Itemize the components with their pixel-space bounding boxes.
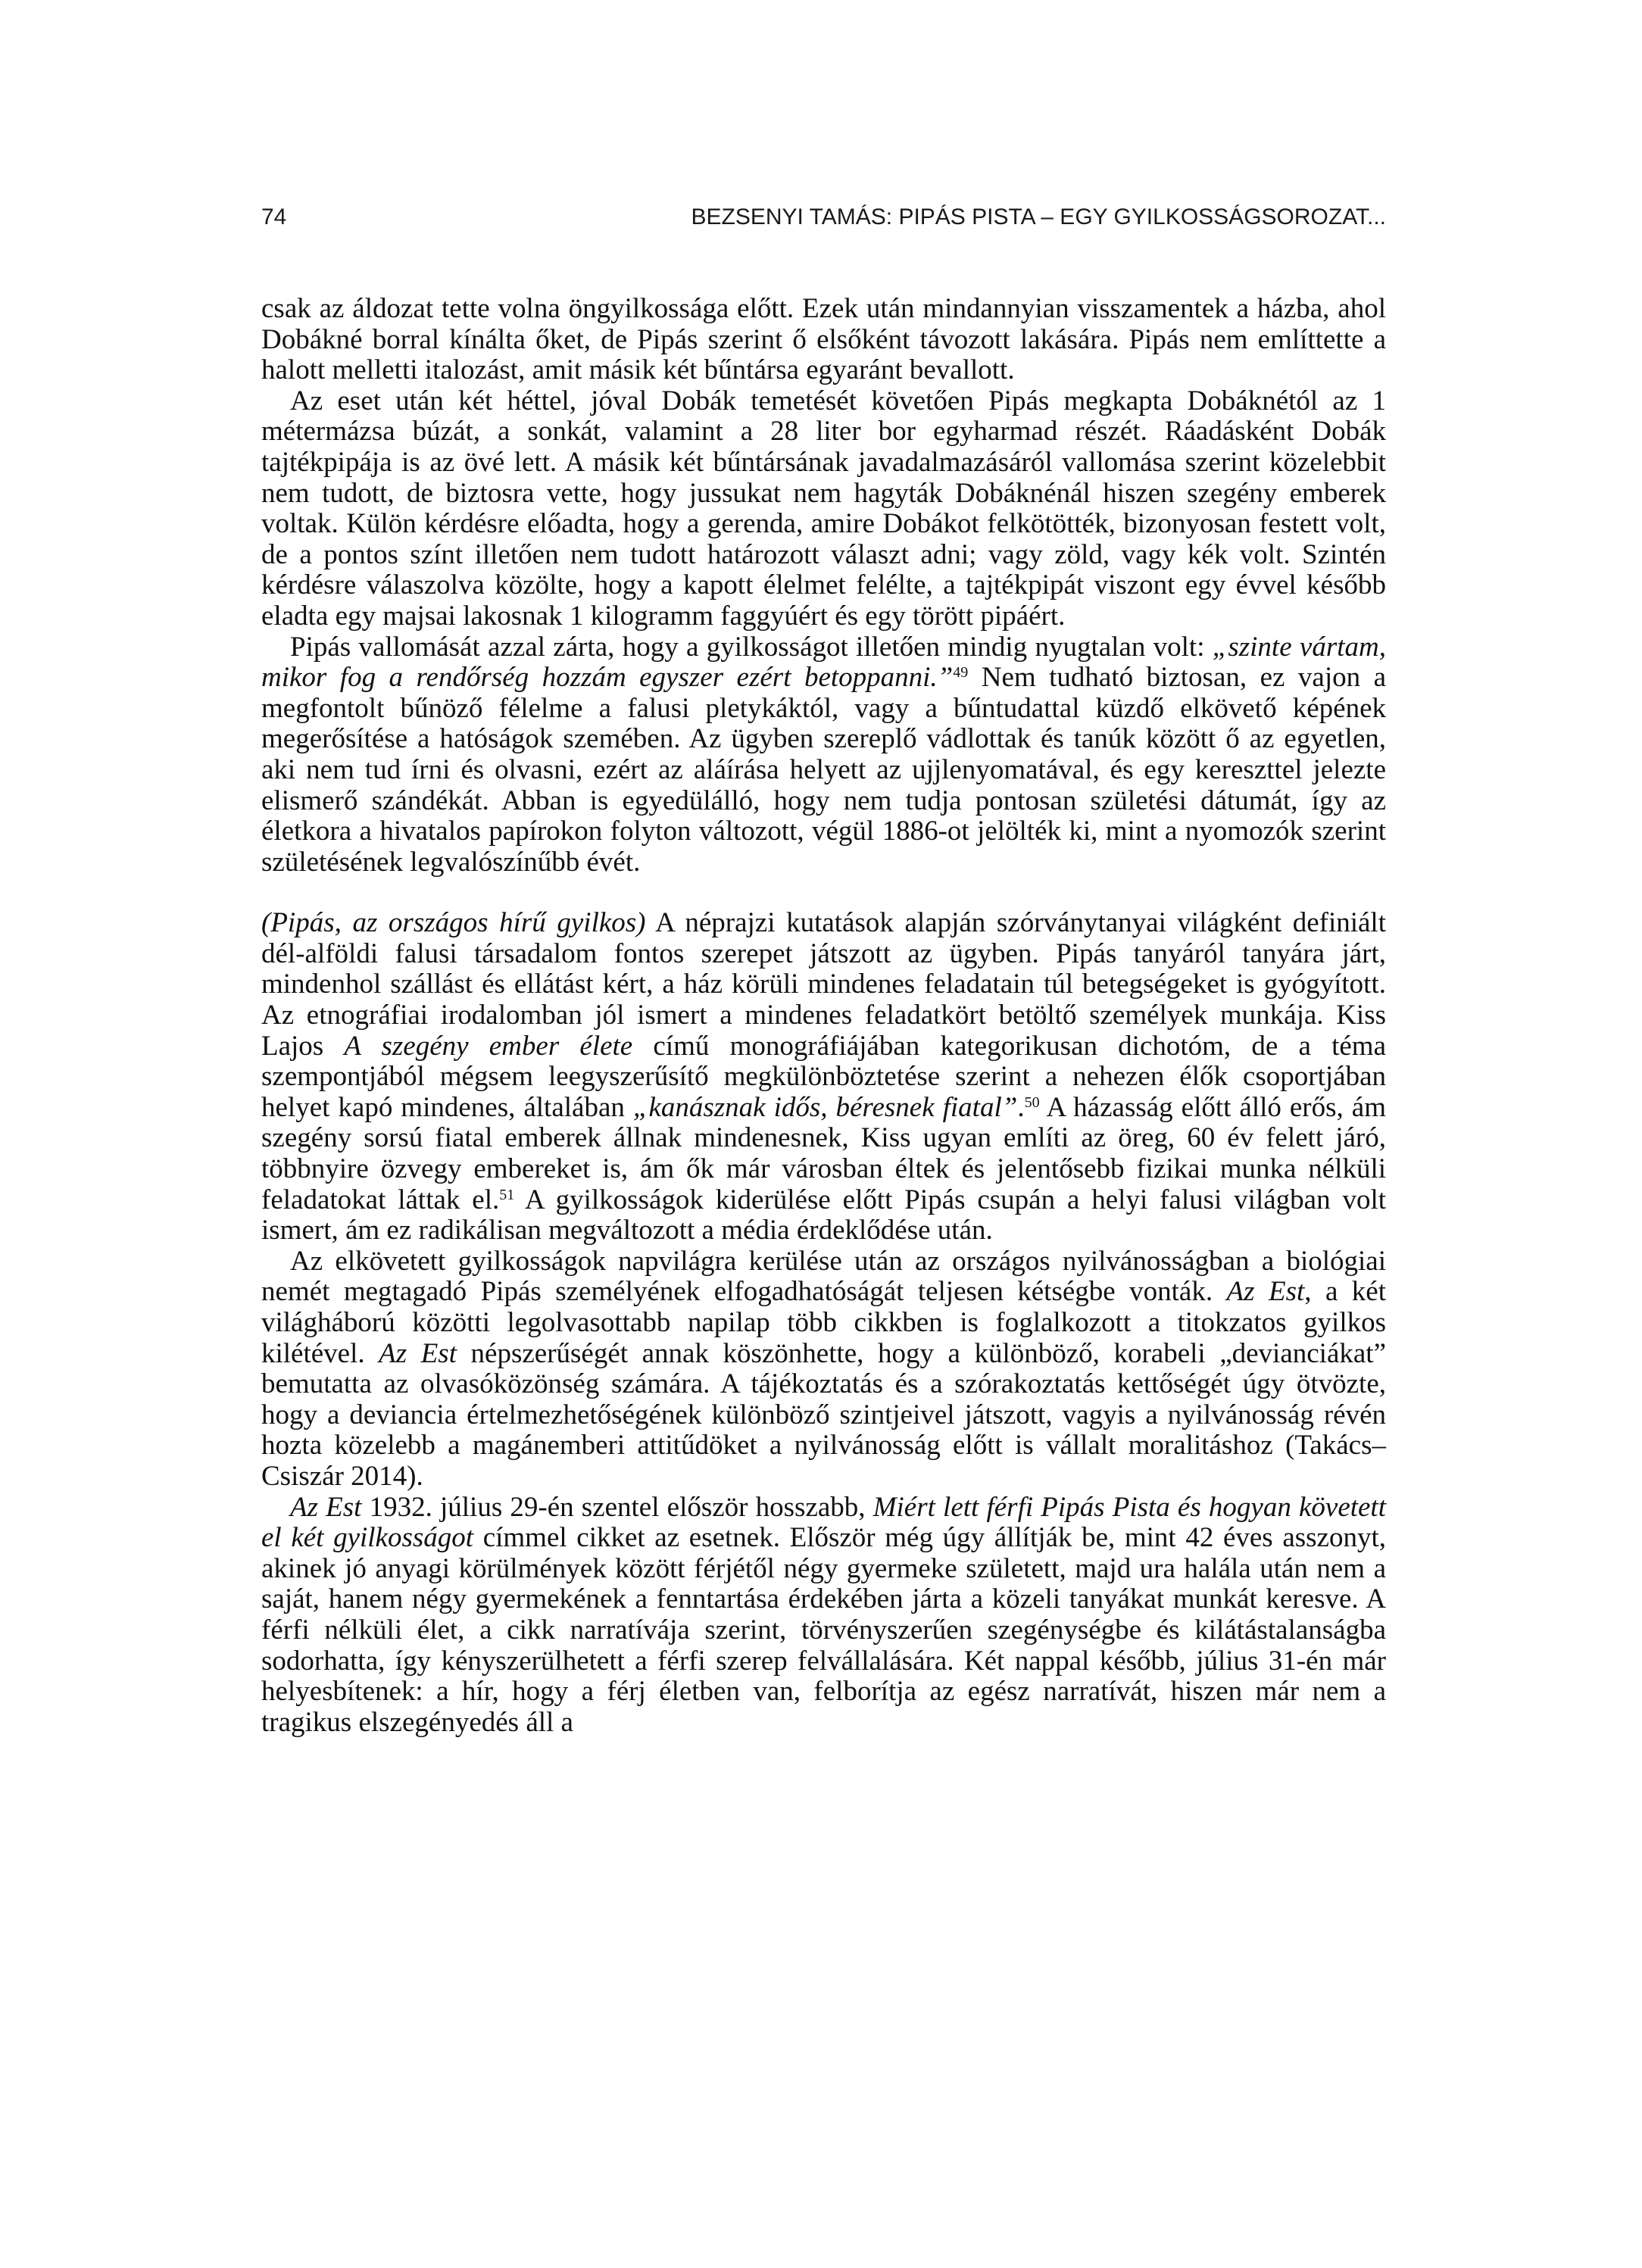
section-heading: (Pipás, az országos hírű gyilkos) bbox=[261, 907, 646, 939]
footnote-ref-50: 50 bbox=[1024, 1093, 1040, 1111]
paragraph-4-text-b: című monográfiájában kategorikusan dichotóm, de a téma szempontjából mégsem leegyszerűsítő megkülönböztetése szerint a nehezen élők csoportjában helyet kapó mindenes, általában bbox=[261, 1030, 1386, 1123]
paragraph-4-text-a: A néprajzi kutatások alapján szórványtanyai világként definiált dél-alföldi falusi társadalom fontos szerepet játszott az ügyben. Pipás tanyáról tanyára járt, mindenhol szállást és ellátást kért, a ház körüli mindenes feladatain túl betegségeket is gyógyított. Az etnográfiai irodalomban jól ismert a mindenes feladatkört betöltő személyek munkája. Kiss Lajos bbox=[261, 907, 1386, 1062]
paragraph-2 bbox=[261, 386, 1386, 632]
body-text bbox=[261, 294, 1386, 1738]
paragraph-5-text-c: népszerűségét annak köszönhette, hogy a különböző, korabeli „devianciákat” bemutatta az olvasóközönség számára. A tájékoztatás és a szórakoztatás kettőségét úgy ötvözte, hogy a deviancia értelmezhetőségének különböző szintjeivel játszott, vagyis a nyilvánosság révén hozta közelebb a magánemberi attitűdöket a nyilvánosság előtt is vállalt moralitáshoz (Takács–Csiszár 2014). bbox=[261, 1337, 1387, 1492]
footnote-ref-51: 51 bbox=[499, 1186, 515, 1203]
paragraph-4-text-d: A házasság előtt álló erős, ám szegény sorsú fiatal emberek állnak mindenesnek, Kiss ugyan említi az öreg, 60 év felett járó, többnyire özvegy embereket is, ám ők már városban éltek és jelentősebb fizikai munka nélküli feladatokat láttak el. bbox=[261, 1091, 1386, 1215]
paragraph-4-text-e: A gyilkosságok kiderülése előtt Pipás csupán a helyi falusi világban volt ismert, ám ez radikálisan megváltozott a média érdeklődése után. bbox=[261, 1184, 1386, 1246]
book-title: A szegény ember élete bbox=[344, 1030, 633, 1062]
confession-quote: „szinte vártam, mikor fog a rendőrség hozzám egyszer ezért betoppanni.” bbox=[261, 631, 1386, 694]
paragraph-3-text-a: Pipás vallomását azzal zárta, hogy a gyilkosságot illetően mindig nyugtalan volt: bbox=[290, 631, 1213, 663]
paragraph-5 bbox=[261, 1246, 1386, 1493]
paragraph-1 bbox=[261, 294, 1386, 386]
paragraph-5-text-b: , a két világháború közötti legolvasottabb napilap több cikkben is foglalkozott a titokzatos gyilkos kilétével. bbox=[261, 1276, 1387, 1369]
newspaper-name: Az Est bbox=[1226, 1276, 1305, 1308]
paragraph-6-text-b: címmel cikket az esetnek. Először még úgy állítják be, mint 42 éves asszonyt, akinek jó anyagi körülmények között férjétől négy gyermeke született, majd ura halála után nem a saját, hanem négy gyermekének a fenntartása érdekében járta a közeli tanyákat munkát keresve. A férfi nélküli élet, a cikk narratívája szerint, törvényszerűen szegénységbe és kilátástalanságba sodorhatta, így kényszerülhetett a férfi szerep felvállalására. Két nappal később, július 31-én már helyesbítenek: a hír, hogy a férj életben van, felborítja az egész narratívát, hiszen már nem a tragikus elszegényedés áll a bbox=[261, 1522, 1386, 1738]
paragraph-5-text-a: Az elkövetett gyilkosságok napvilágra kerülése után az országos nyilvánosságban a biológiai nemét megtagadó Pipás személyének elfogadhatóságát teljesen kétségbe vonták. bbox=[261, 1245, 1386, 1308]
newspaper-name: Az Est bbox=[290, 1491, 362, 1523]
page-number: 74 bbox=[261, 204, 287, 229]
footnote-ref-49: 49 bbox=[953, 664, 969, 682]
paragraph-1-text: csak az áldozat tette volna öngyilkossága előtt. Ezek után mindannyian visszamentek a házba, ahol Dobákné borral kínálta őket, de Pipás szerint ő elsőként távozott lakására. Pipás nem említtette a halott melletti italozást, amit másik két bűntársa egyaránt bevallott. bbox=[261, 293, 1386, 386]
article-title: Miért lett férfi Pipás Pista és hogyan követett el két gyilkosságot bbox=[261, 1491, 1386, 1554]
paragraph-4-text-c: . bbox=[1017, 1091, 1025, 1123]
paragraph-3 bbox=[261, 632, 1386, 878]
kiss-quote: „kanásznak idős, béresnek fiatal” bbox=[632, 1091, 1018, 1123]
page-header bbox=[261, 204, 1386, 242]
running-title: BEZSENYI TAMÁS: PIPÁS PISTA – EGY GYILKOSSÁGSOROZAT... bbox=[691, 204, 1386, 229]
paragraph-6 bbox=[261, 1493, 1386, 1739]
newspaper-name: Az Est bbox=[379, 1337, 457, 1369]
paragraph-2-text: Az eset után két héttel, jóval Dobák temetését követően Pipás megkapta Dobáknétól az 1 métermázsa búzát, a sonkát, valamint a 28 liter bor egyharmad részét. Ráadásként Dobák tajtékpipája is az övé lett. A másik két bűntársának javadalmazásáról vallomása szerint közelebbit nem tudott, de biztosra vette, hogy jussukat nem hagyták Dobáknénál hiszen szegény emberek voltak. Külön kérdésre előadta, hogy a gerenda, amire Dobákot felkötötték, bizonyosan festett volt, de a pontos színt illetően nem tudott határozott választ adni; vagy zöld, vagy kék volt. Szintén kérdésre válaszolva közölte, hogy a kapott élelmet felélte, a tajtékpipát viszont egy évvel később eladta egy majsai lakosnak 1 kilogramm faggyúért és egy törött pipáért. bbox=[261, 385, 1386, 632]
paragraph-4 bbox=[261, 908, 1386, 1246]
paragraph-3-text-b: Nem tudható biztosan, ez vajon a megfontolt bűnöző félelme a falusi pletykáktól, vagy a bűntudattal küzdő elkövető képének megerősítése a hatóságok szemében. Az ügyben szereplő vádlottak és tanúk között ő az egyetlen, aki nem tud írni és olvasni, ezért az aláírása helyett az ujjlenyomatával, és egy kereszttel jelezte elismerő szándékát. Abban is egyedülálló, hogy nem tudja pontosan születési dátumát, így az életkora a hivatalos papírokon folyton változott, végül 1886-ot jelölték ki, mint a nyomozók szerint születésének legvalószínűbb évét. bbox=[261, 662, 1386, 878]
paragraph-6-text-a: 1932. július 29-én szentel először hosszabb, bbox=[361, 1491, 873, 1523]
